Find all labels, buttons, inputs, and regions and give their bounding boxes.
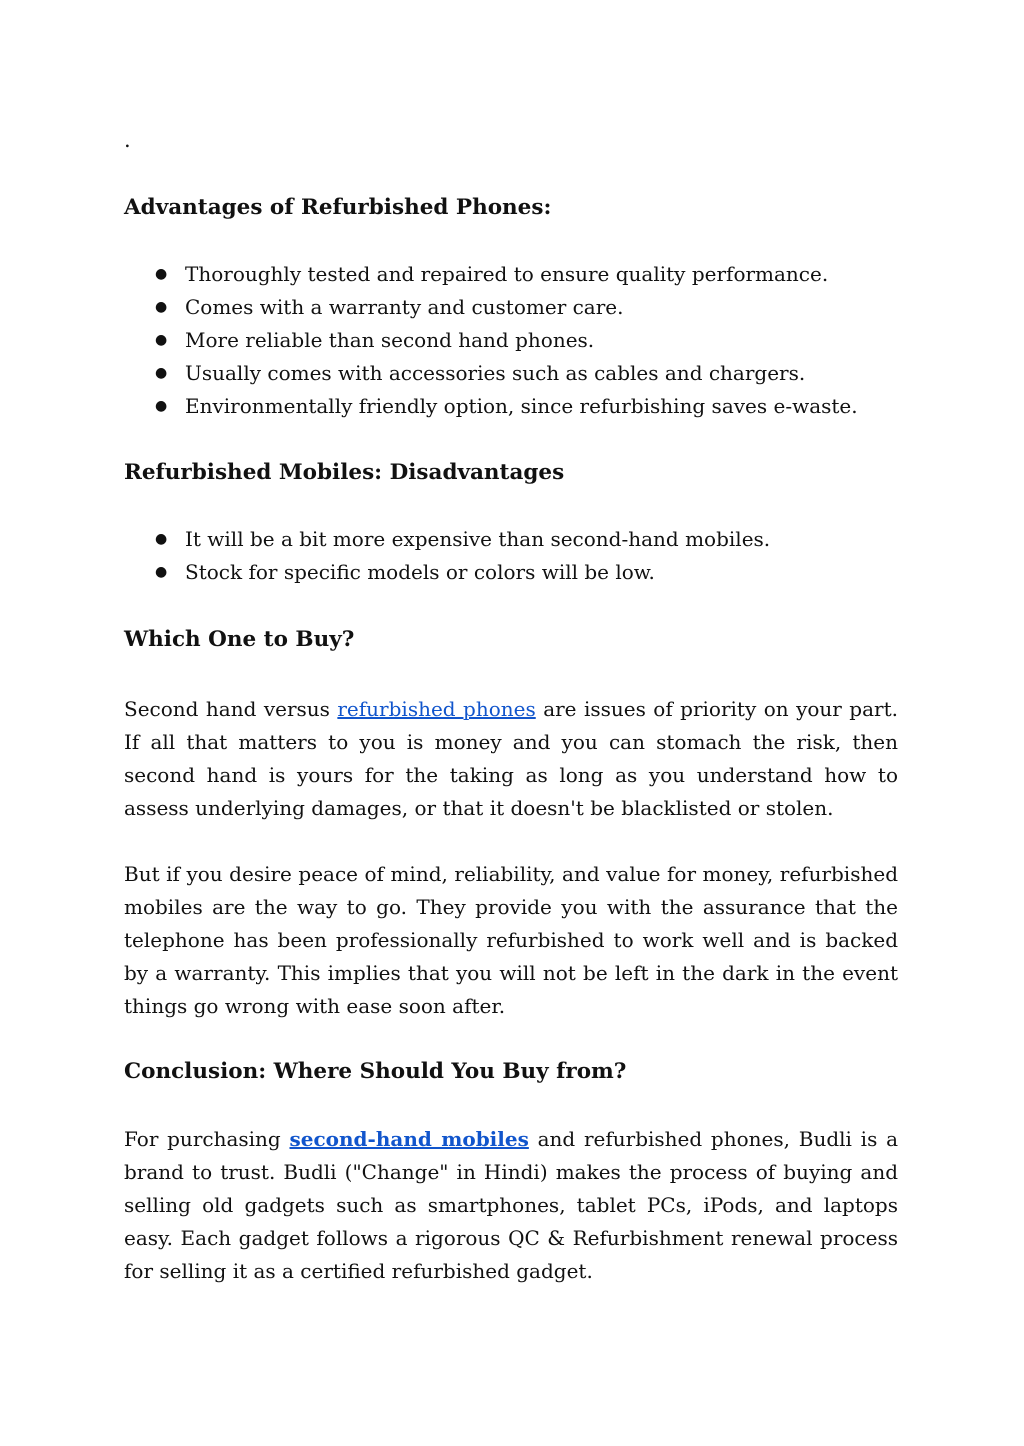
list-item	[124, 556, 770, 589]
heading-which-one: Which One to Buy?	[124, 627, 355, 652]
disadvantages-list	[124, 523, 770, 589]
list-item	[124, 523, 770, 556]
refurbished-phones-link[interactable]: refurbished phones	[337, 697, 536, 721]
heading-advantages: Advantages of Refurbished Phones:	[124, 195, 552, 220]
list-item-text: Thoroughly tested and repaired to ensure quality performance.	[185, 262, 829, 286]
list-item	[124, 357, 858, 390]
list-item-text: Comes with a warranty and customer care.	[185, 295, 624, 319]
bullet-icon: ●	[155, 266, 168, 282]
second-hand-mobiles-link[interactable]: second-hand mobiles	[289, 1127, 529, 1151]
paragraph-conclusion	[124, 1123, 898, 1288]
bullet-icon: ●	[155, 398, 168, 414]
list-item-text: Stock for specific models or colors will be low.	[185, 560, 655, 584]
advantages-list	[124, 258, 858, 423]
paragraph-text: For purchasing	[124, 1127, 290, 1151]
bullet-icon: ●	[155, 531, 168, 547]
paragraph-text: Second hand versus	[124, 697, 338, 721]
bullet-icon: ●	[155, 564, 168, 580]
list-item	[124, 324, 858, 357]
list-item-text: It will be a bit more expensive than second-hand mobiles.	[185, 527, 771, 551]
paragraph-text: and refurbished phones, Budli is a brand to trust. Budli ("Change" in Hindi) makes the process of buying and selling old gadgets such as smartphones, tablet PCs, iPods, and laptops easy. Each gadget follows a rigorous QC & Refurbishment renewal process for selling it as a certified refurbished gadget.	[124, 1127, 898, 1283]
list-item-text: More reliable than second hand phones.	[185, 328, 595, 352]
top-mark: .	[124, 128, 131, 152]
bullet-icon: ●	[155, 332, 168, 348]
list-item-text: Usually comes with accessories such as cables and chargers.	[185, 361, 806, 385]
paragraph-text: are issues of priority on your part. If all that matters to you is money and you can stomach the risk, then second hand is yours for the taking as long as you understand how to assess underlying damages, or that it doesn't be blacklisted or stolen.	[124, 697, 898, 820]
list-item-text: Environmentally friendly option, since refurbishing saves e-waste.	[185, 394, 858, 418]
heading-disadvantages: Refurbished Mobiles: Disadvantages	[124, 460, 565, 485]
list-item	[124, 258, 858, 291]
list-item	[124, 291, 858, 324]
paragraph-peace-of-mind: But if you desire peace of mind, reliability, and value for money, refurbished mobiles are the way to go. They provide you with the assurance that the telephone has been professionally refurbished to work well and is backed by a warranty. This implies that you will not be left in the dark in the event things go wrong with ease soon after.	[124, 862, 898, 1018]
heading-conclusion: Conclusion: Where Should You Buy from?	[124, 1059, 627, 1084]
list-item	[124, 390, 858, 423]
paragraph-which-one	[124, 693, 898, 825]
bullet-icon: ●	[155, 299, 168, 315]
bullet-icon: ●	[155, 365, 168, 381]
